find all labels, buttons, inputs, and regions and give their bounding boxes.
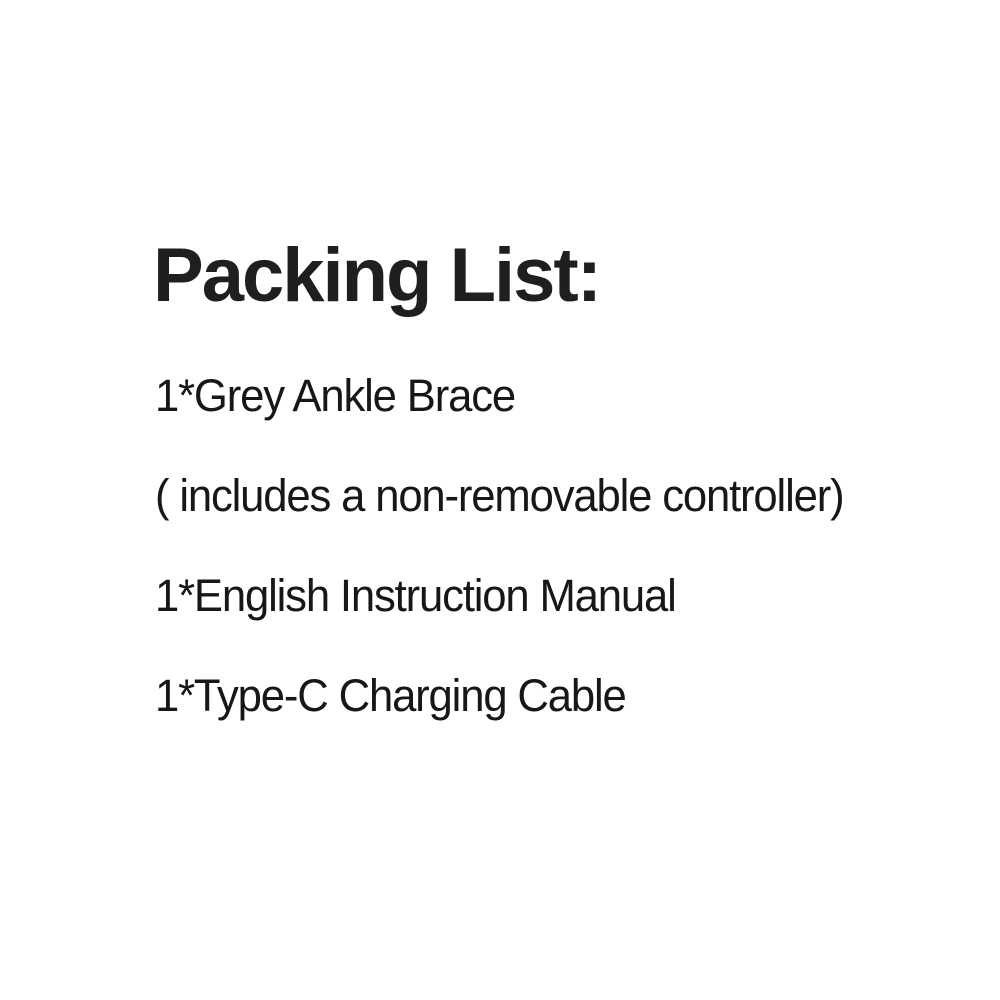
packing-list-item-charging-cable: 1*Type-C Charging Cable — [155, 670, 626, 721]
packing-list-item-controller-note: ( includes a non-removable controller) — [155, 470, 844, 521]
packing-list-title: Packing List: — [153, 233, 600, 318]
packing-list-item-grey-ankle-brace: 1*Grey Ankle Brace — [155, 370, 515, 421]
packing-list-item-instruction-manual: 1*English Instruction Manual — [155, 570, 676, 621]
